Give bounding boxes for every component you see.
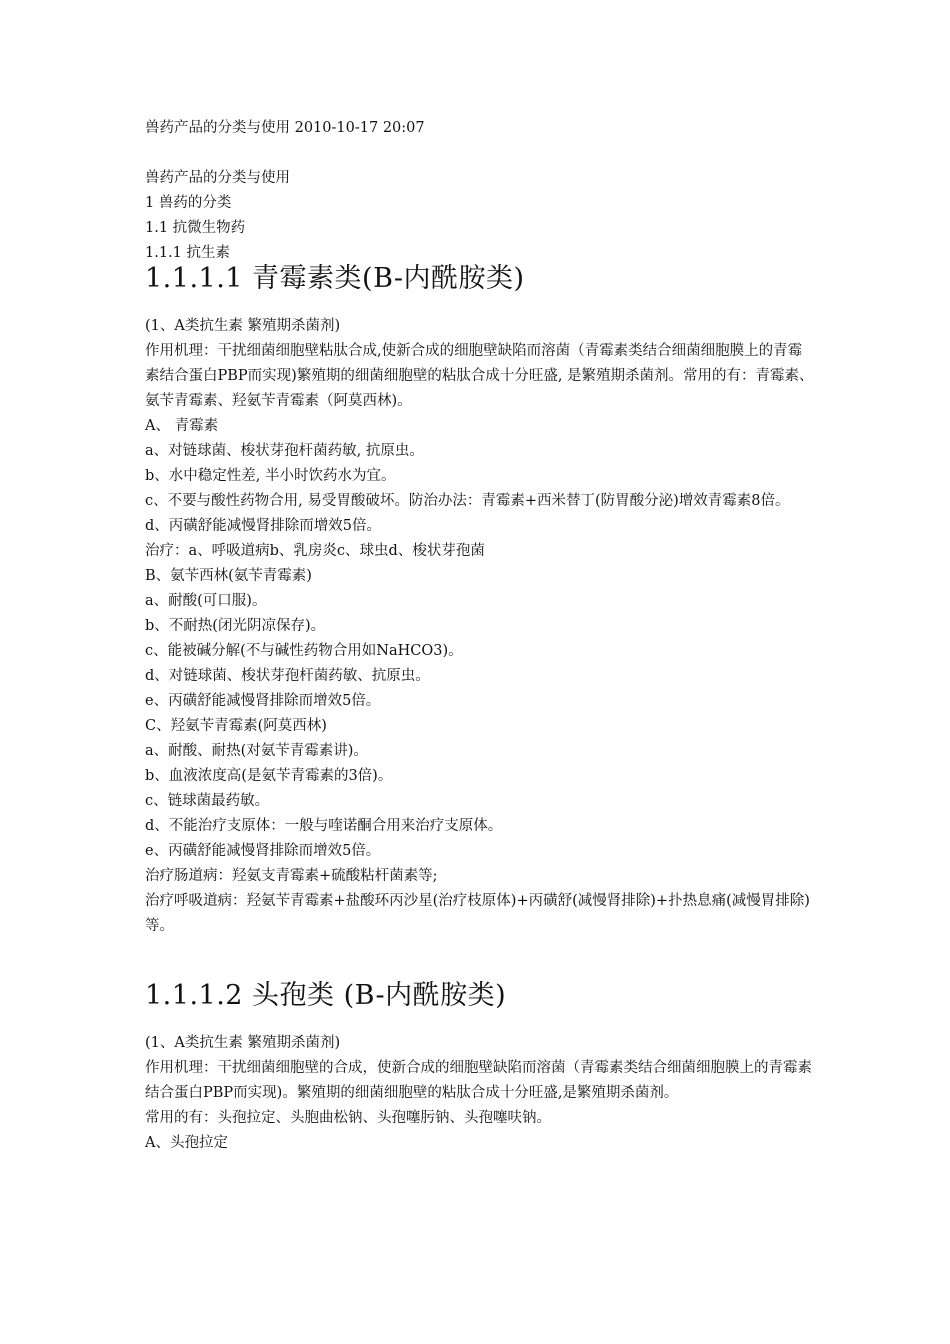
paragraph: b、不耐热(闭光阴凉保存)。	[145, 618, 326, 634]
paragraph: 治疗：a、呼吸道病b、乳房炎c、球虫d、梭状芽孢菌	[145, 543, 485, 559]
paragraph: (1、A类抗生素 繁殖期杀菌剂)	[145, 1035, 341, 1051]
subsection-heading: 1.1.1 抗生素	[145, 245, 231, 261]
section-body-cephalosporin	[145, 1031, 815, 1156]
paragraph: 治疗呼吸道病：羟氨苄青霉素+盐酸环丙沙星(治疗枝原体)+丙磺舒(减慢肾排除)+扑热息痛(减慢胃排除)等。	[145, 893, 810, 934]
paragraph: e、丙磺舒能减慢肾排除而增效5倍。	[145, 843, 381, 859]
paragraph: 作用机理：干扰细菌细胞壁的合成，使新合成的细胞壁缺陷而溶菌（青霉素类结合细菌细胞膜上的青霉素结合蛋白PBP而实现)。繁殖期的细菌细胞壁的粘肽合成十分旺盛,是繁殖期杀菌剂。	[145, 1060, 812, 1101]
section-heading-penicillin: 1.1.1.1 青霉素类(B-内酰胺类)	[145, 263, 525, 294]
section-heading-cephalosporin: 1.1.1.2 头孢类 (B-内酰胺类)	[145, 980, 507, 1011]
chapter-heading: 1 兽药的分类	[145, 195, 232, 211]
paragraph: c、能被碱分解(不与碱性药物合用如NaHCO3)。	[145, 643, 463, 659]
paragraph: b、血液浓度高(是氨苄青霉素的3倍)。	[145, 768, 393, 784]
document-page	[145, 116, 815, 1156]
paragraph: 治疗肠道病：羟氨支青霉素+硫酸粘杆菌素等;	[145, 868, 438, 884]
paragraph: d、不能治疗支原体：一般与喹诺酮合用来治疗支原体。	[145, 818, 503, 834]
spacer	[145, 939, 815, 979]
section-heading: 1.1 抗微生物药	[145, 220, 246, 236]
paragraph: c、不要与酸性药物合用, 易受胃酸破坏。防治办法：青霉素+西米替丁(防胃酸分泌)增效青霉素8倍。	[145, 493, 790, 509]
paragraph: d、丙磺舒能减慢肾排除而增效5倍。	[145, 518, 382, 534]
paragraph: 常用的有：头孢拉定、头胞曲松钠、头孢噻肟钠、头孢噻呋钠。	[145, 1110, 551, 1126]
spacer	[145, 141, 815, 166]
document-header: 兽药产品的分类与使用 2010-10-17 20:07	[145, 120, 425, 136]
section-body-penicillin	[145, 314, 815, 939]
paragraph: b、水中稳定性差, 半小时饮药水为宜。	[145, 468, 396, 484]
paragraph: 作用机理：干扰细菌细胞壁粘肽合成,使新合成的细胞壁缺陷而溶菌（青霉素类结合细菌细胞膜上的青霉素结合蛋白PBP而实现)繁殖期的细菌细胞壁的粘肽合成十分旺盛, 是繁殖期杀菌剂。常用的有：青霉素、氨苄青霉素、羟氨苄青霉素（阿莫西林)。	[145, 343, 814, 409]
paragraph: c、链球菌最药敏。	[145, 793, 270, 809]
paragraph: C、羟氨苄青霉素(阿莫西林)	[145, 718, 327, 734]
paragraph: A、 青霉素	[145, 418, 219, 434]
paragraph: a、耐酸(可口服)。	[145, 593, 267, 609]
paragraph: e、丙磺舒能减慢肾排除而增效5倍。	[145, 693, 381, 709]
doc-title: 兽药产品的分类与使用	[145, 170, 290, 186]
paragraph: (1、A类抗生素 繁殖期杀菌剂)	[145, 318, 341, 334]
paragraph: B、氨苄西林(氨苄青霉素)	[145, 568, 312, 584]
paragraph: a、对链球菌、梭状芽孢杆菌药敏, 抗原虫。	[145, 443, 424, 459]
paragraph: d、对链球菌、梭状芽孢杆菌药敏、抗原虫。	[145, 668, 430, 684]
paragraph: a、耐酸、耐热(对氨苄青霉素讲)。	[145, 743, 368, 759]
paragraph: A、头孢拉定	[145, 1135, 228, 1151]
